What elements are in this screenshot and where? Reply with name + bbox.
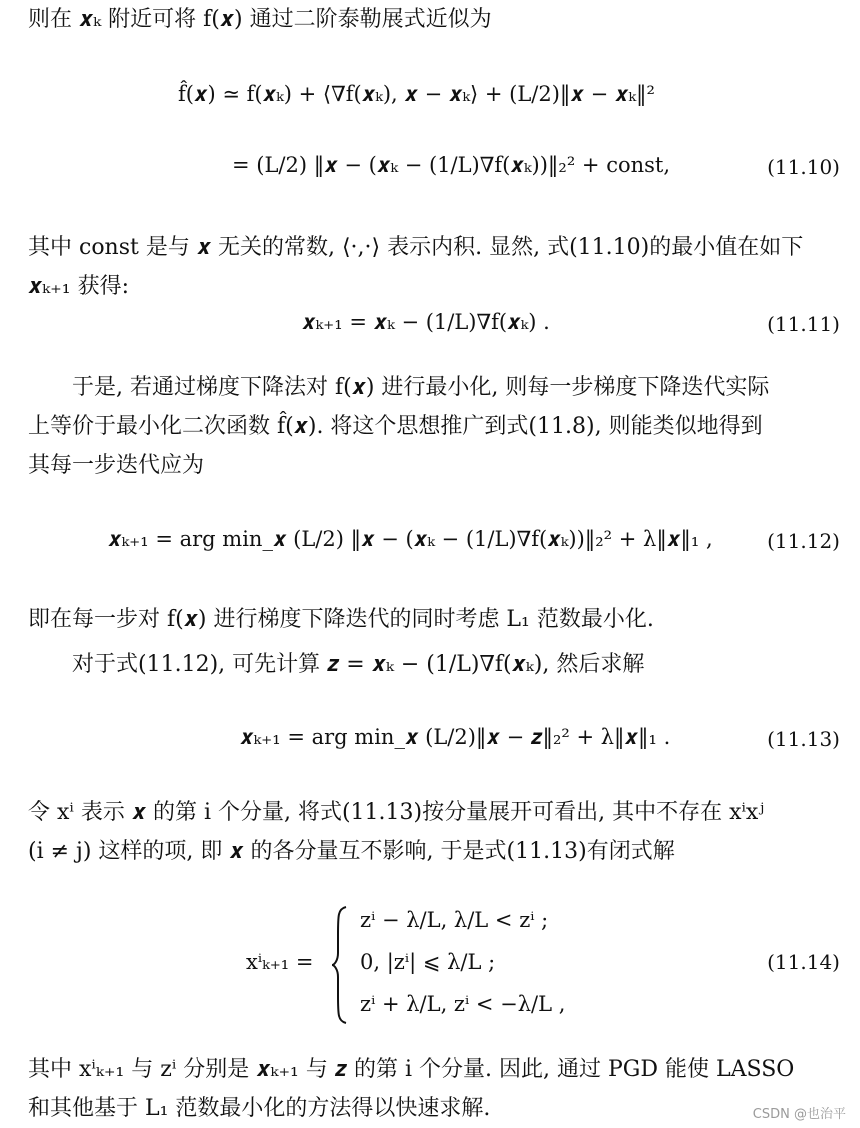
equation-number-11-10: (11.10)	[767, 155, 840, 179]
equation-11-14-case1: zⁱ − λ/L, λ/L < zⁱ ;	[360, 908, 549, 932]
equation-11-11: 𝒙ₖ₊₁ = 𝒙ₖ − (1/L)∇f(𝒙ₖ) .	[302, 310, 550, 334]
paragraph-const-line1: 其中 const 是与 𝒙 无关的常数, ⟨·,·⟩ 表示内积. 显然, 式(11.10)的最小值在如下	[28, 235, 804, 260]
equation-number-11-13: (11.13)	[767, 727, 840, 751]
paragraph-intro: 则在 𝒙ₖ 附近可将 f(𝒙) 通过二阶泰勒展式近似为	[28, 7, 492, 32]
equation-number-11-14: (11.14)	[767, 950, 840, 974]
equation-11-14-case2: 0, |zⁱ| ⩽ λ/L ;	[360, 950, 496, 974]
paragraph-components-line1: 令 xⁱ 表示 𝒙 的第 i 个分量, 将式(11.13)按分量展开可看出, 其中不存在 xⁱxʲ	[28, 800, 765, 825]
watermark: CSDN @也治平	[752, 1107, 846, 1122]
paragraph-gradient-line3: 其每一步迭代应为	[28, 453, 205, 478]
paragraph-conclusion-line1: 其中 xⁱₖ₊₁ 与 zⁱ 分别是 𝒙ₖ₊₁ 与 𝒛 的第 i 个分量. 因此, 通过 PGD 能使 LASSO	[28, 1057, 795, 1082]
paragraph-compute-z: 对于式(11.12), 可先计算 𝒛 = 𝒙ₖ − (1/L)∇f(𝒙ₖ), 然后求解	[72, 652, 645, 677]
equation-11-14-lhs: xⁱₖ₊₁ =	[246, 950, 314, 974]
equation-11-10-line2: = (L/2) ‖𝒙 − (𝒙ₖ − (1/L)∇f(𝒙ₖ))‖₂² + const,	[232, 153, 671, 177]
paragraph-gradient-line1: 于是, 若通过梯度下降法对 f(𝒙) 进行最小化, 则每一步梯度下降迭代实际	[72, 375, 770, 400]
equation-11-13: 𝒙ₖ₊₁ = arg min_𝒙 (L/2)‖𝒙 − 𝒛‖₂² + λ‖𝒙‖₁ .	[240, 725, 671, 749]
equation-number-11-11: (11.11)	[767, 312, 840, 336]
paragraph-components-line2: (i ≠ j) 这样的项, 即 𝒙 的各分量互不影响, 于是式(11.13)有闭式解	[28, 839, 675, 864]
paragraph-gradient-line2: 上等价于最小化二次函数 f̂(𝒙). 将这个思想推广到式(11.8), 则能类似地得到	[28, 414, 763, 439]
left-brace-icon	[330, 905, 350, 1025]
paragraph-l1-norm: 即在每一步对 f(𝒙) 进行梯度下降迭代的同时考虑 L₁ 范数最小化.	[28, 607, 654, 632]
equation-11-14-case3: zⁱ + λ/L, zⁱ < −λ/L ,	[360, 992, 566, 1016]
equation-number-11-12: (11.12)	[767, 529, 840, 553]
equation-11-10-line1: f̂(𝒙) ≃ f(𝒙ₖ) + ⟨∇f(𝒙ₖ), 𝒙 − 𝒙ₖ⟩ + (L/2)‖𝒙 − 𝒙ₖ‖²	[178, 82, 655, 106]
equation-11-12: 𝒙ₖ₊₁ = arg min_𝒙 (L/2) ‖𝒙 − (𝒙ₖ − (1/L)∇f(𝒙ₖ))‖₂² + λ‖𝒙‖₁ ,	[108, 527, 713, 551]
paragraph-const-line2: 𝒙ₖ₊₁ 获得:	[28, 274, 130, 299]
paragraph-conclusion-line2: 和其他基于 L₁ 范数最小化的方法得以快速求解.	[28, 1096, 491, 1121]
